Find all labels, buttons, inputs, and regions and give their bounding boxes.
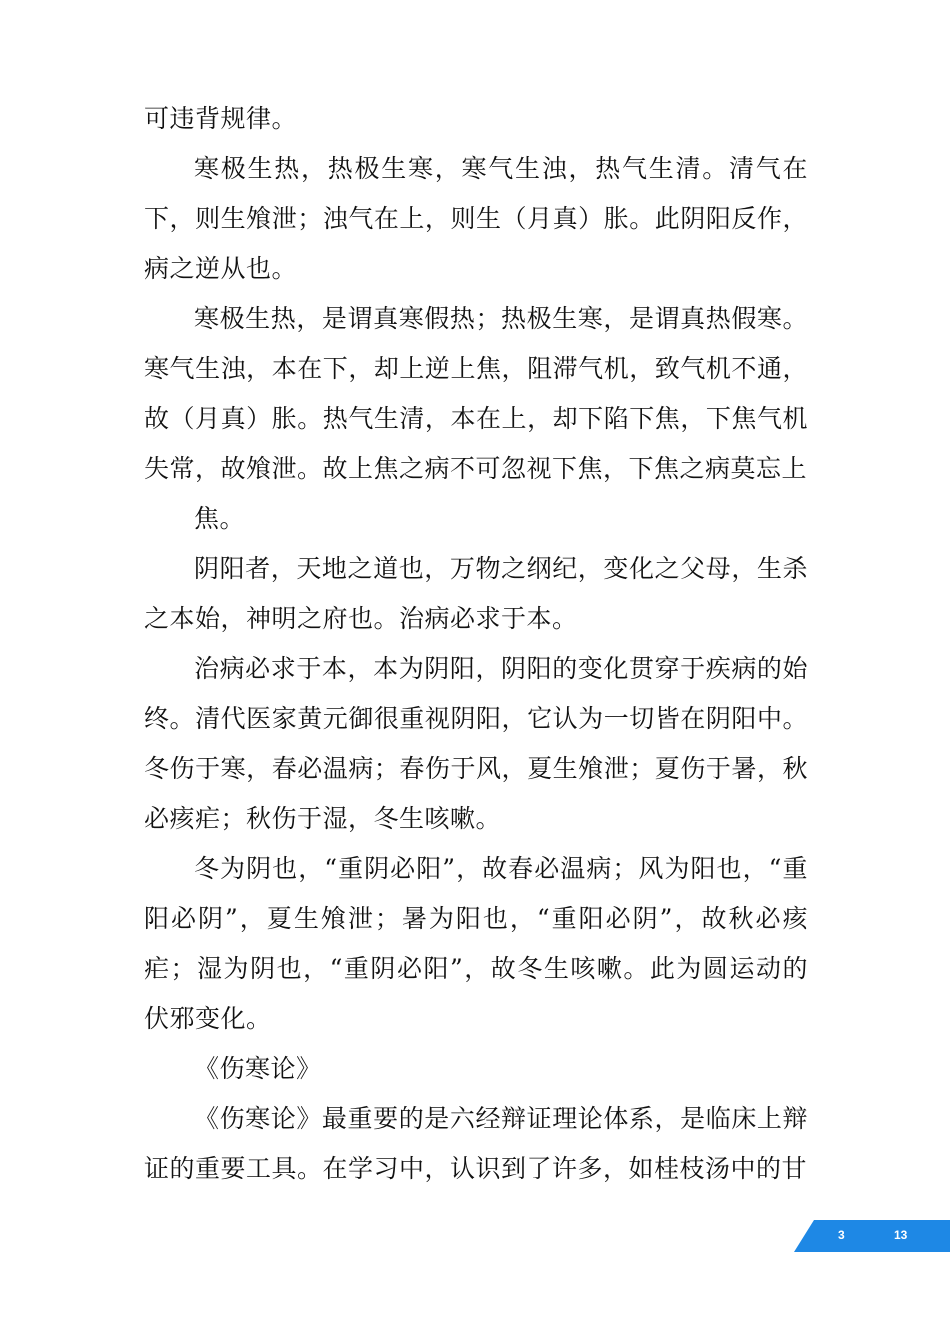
- paragraph-5: 阴阳者，天地之道也，万物之纲纪，变化之父母，生杀之本始，神明之府也。治病必求于本。: [144, 554, 808, 633]
- paragraph-1: 可违背规律。: [144, 104, 298, 133]
- paragraph-8: 《伤寒论》最重要的是六经辩证理论体系，是临床上辩证的重要工具。在学习中，认识到了许多，如桂枝汤中的甘: [144, 1104, 808, 1183]
- current-page-number: 3: [838, 1228, 845, 1242]
- document-body: [144, 94, 808, 1194]
- paragraph-3: 寒极生热，是谓真寒假热；热极生寒，是谓真热假寒。寒气生浊，本在下，却上逆上焦，阻滞气机，致气机不通，故（月真）胀。热气生清，本在上，却下陷下焦，下焦气机失常，故飧泄。故上焦之病不可忽视下焦，下焦之病莫忘上: [144, 304, 808, 483]
- section-heading: 《伤寒论》: [194, 1054, 322, 1083]
- total-pages-number: 13: [894, 1228, 908, 1242]
- paragraph-6: 治病必求于本，本为阴阳，阴阳的变化贯穿于疾病的始终。清代医家黄元御很重视阴阳，它认为一切皆在阴阳中。冬伤于寒，春必温病；春伤于风，夏生飧泄；夏伤于暑，秋必痎疟；秋伤于湿，冬生咳嗽。: [144, 654, 808, 833]
- page-number-band: [794, 1220, 950, 1252]
- paragraph-4: 焦。: [194, 504, 246, 533]
- paragraph-7: 冬为阴也，“重阴必阳”，故春必温病；风为阳也，“重阳必阴”，夏生飧泄；暑为阳也，“重阳必阴”，故秋必痎疟；湿为阴也，“重阴必阳”，故冬生咳嗽。此为圆运动的伏邪变化。: [144, 854, 808, 1033]
- page-band-shape: [794, 1220, 950, 1252]
- paragraph-2: 寒极生热，热极生寒，寒气生浊，热气生清。清气在下，则生飧泄；浊气在上，则生（月真）胀。此阴阳反作，病之逆从也。: [144, 154, 808, 283]
